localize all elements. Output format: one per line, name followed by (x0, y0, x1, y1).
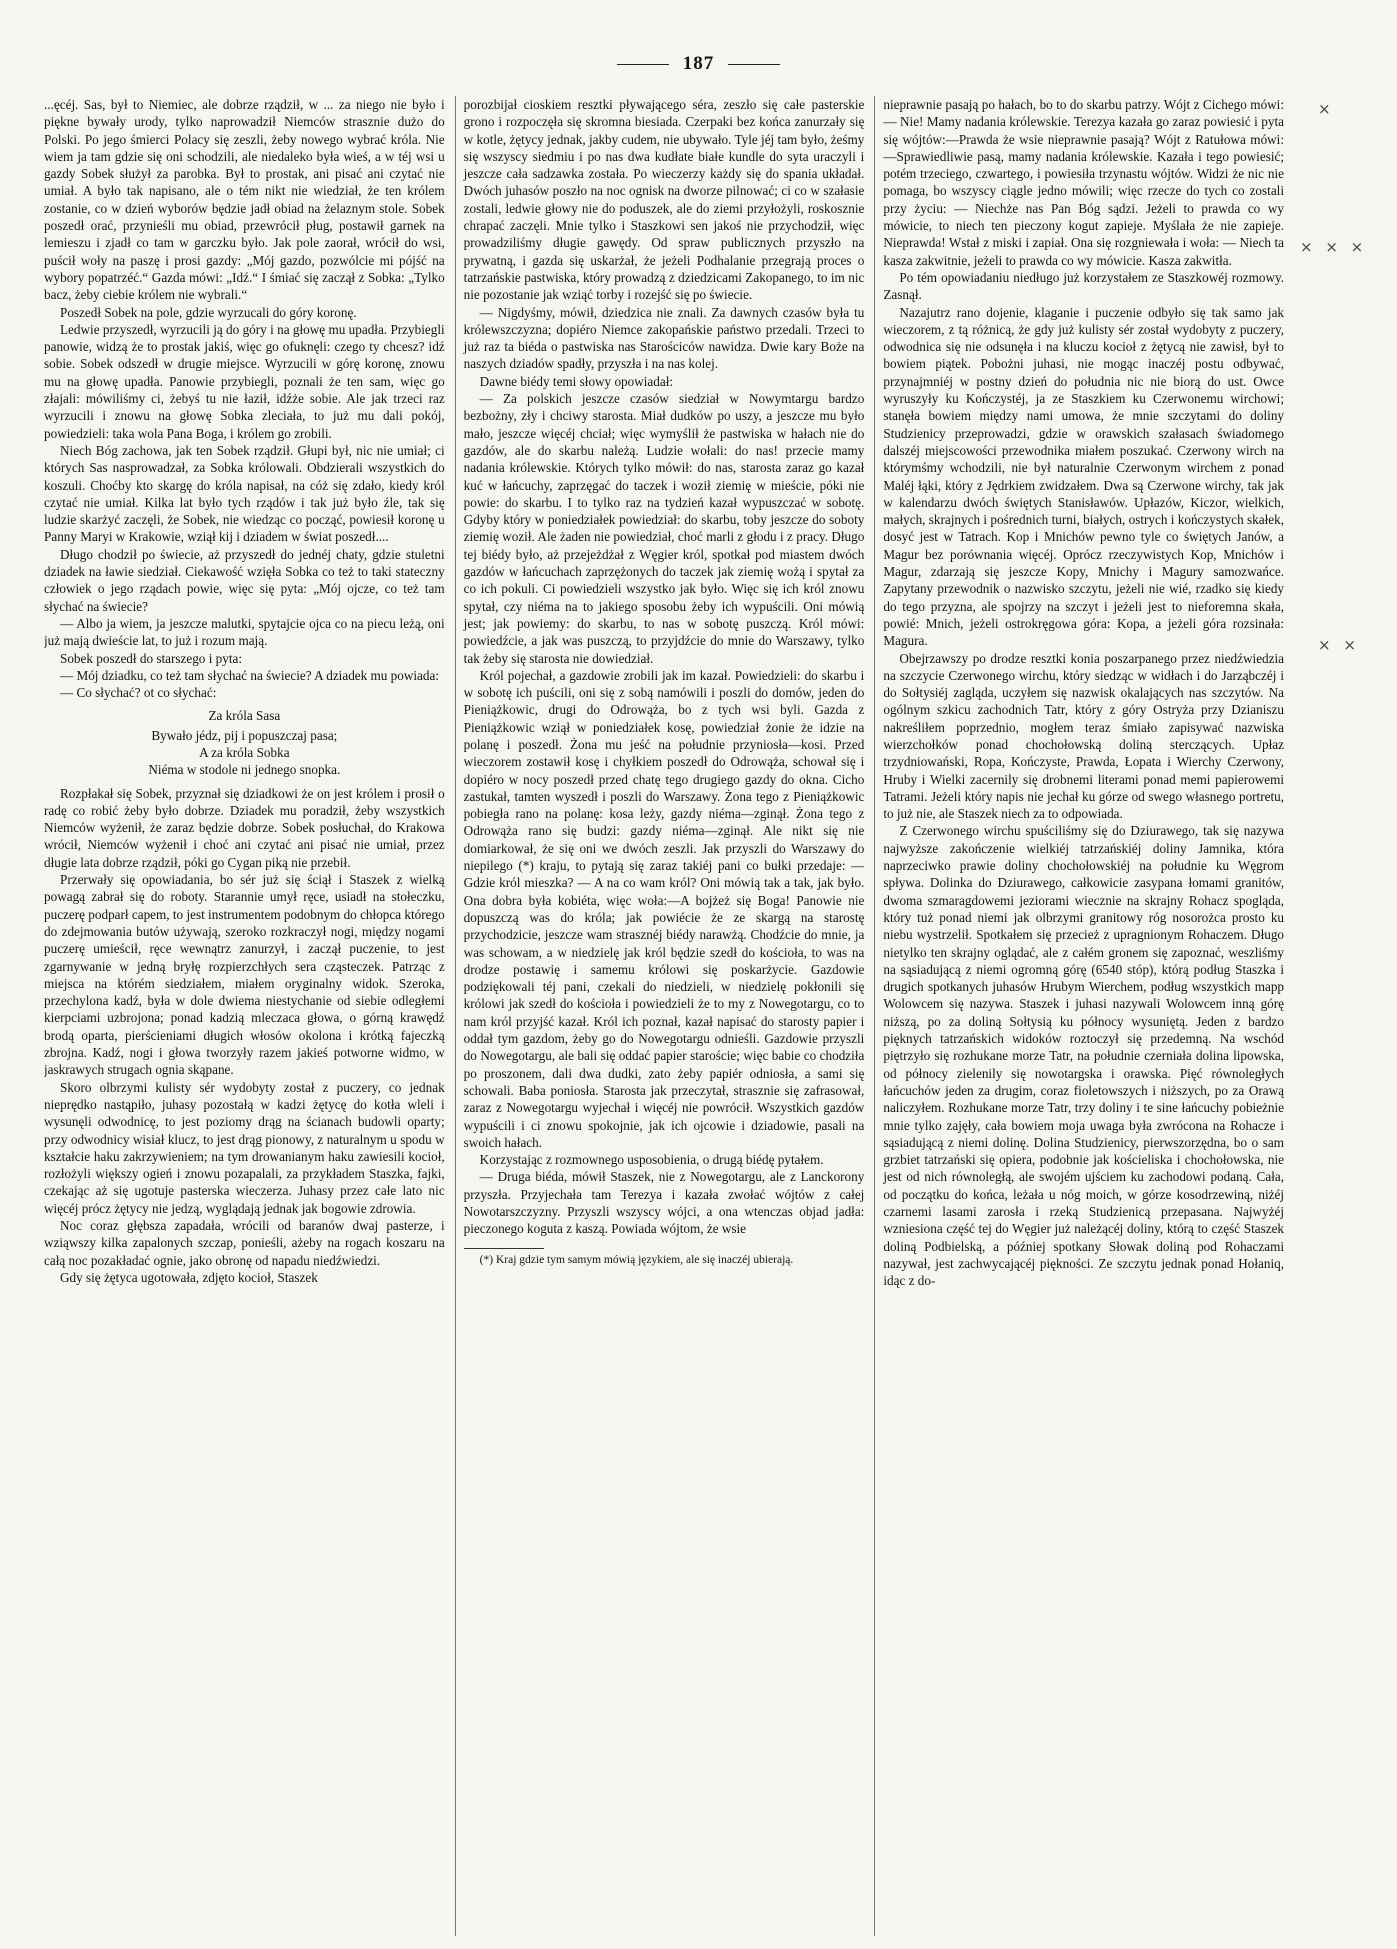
page-number: 187 (682, 53, 715, 74)
verse-line: Bywało jédz, pij i popuszczaj pasa; (151, 727, 338, 743)
paragraph: Ledwie przyszedł, wyrzucili ją do góry i na głowę mu upadła. Przybiegli panowie, widzą że to prostak jakiś, więc go ofuknęli: czego ty chcesz? idź sobie. Sobek odszedł w drugie miejsce. Wyrzucili w górę koronę, znowu mu na głowę upadła. Panowie przybiegli, poznali że ten sam, więc go złajali: mówiliśmy ci, żebyś tu nie łaził, idźże sobie. Ale jak trzeci raz wyrzucili i znowu na głowę Sobka zleciała, to już mu dali pokój, powiedzieli: taka wola Pana Boga, i królem go zrobili. (44, 321, 445, 441)
paragraph: — Co słychać? ot co słychać: (60, 685, 217, 701)
column-right (874, 96, 1284, 1936)
verse-block (44, 707, 445, 778)
paragraph: Nazajutrz rano dojenie, klaganie i puczenie odbyło się tak samo jak wieczorem, z tą różnicą, że gdy już kulisty sér został wydobyty z puczery, odwodnica się nie odsunęła i na kluczu kocioł z żętycą nie zawisł, był to bowiem piątek. Pobożni juhasi, nie mogąc inaczéj postu odbywać, przynajmniéj w postny dzień do południa nic nie biorą do ust. Owce wyruszyły ku Kończystéj, ja ze Staszkiem ku Czerwonemu wirchowi; stanęła bowiem między nami umowa, że mnie szczytami do doliny Studzienicy przeprowadzi, gdzie w orawskich szałasach świadomego dalszéj miejscowości przewodnika miałem poszukać. Czerwony wirch na którymśmy wchodzili, nie był naturalnie Czerwonym wirchem z ponad Maléj łąki, który z Jędrkiem zwidzałem. Dwa są Czerwone wirchy, tak jak w kalendarzu dwóch świętych Stanisławów. Upłazów, Kiczor, wielkich, małych, skrajnych i pośrednich turni, białych, ostrych i kończystych skałek, dosyć jest w Tatrach. Kop i Mnichów pewno tyle co świętych Janów, a Magur bez porównania więcéj. Oprócz rzeczywistych Kop, Mnichów i Magur, zdarzają się jeszcze Kopy, Mnichy i Magury samozwańce. Zapytany przewodnik o nazwisko szczytu, jeżeli nie wié, rzadko się kiedy do tego przyzna, ale spojrzy na szczyt i jeżeli jest to nieforemna skała, powié: Mnich, jeżeli ostrokręgowa góra: Kopa, a jeżeli góra rozsinała: Magura. (883, 304, 1285, 649)
verse-line: A za króla Sobka (199, 744, 290, 760)
paragraph: Długo chodził po świecie, aż przyszedł do jednéj chaty, gdzie stuletni dziadek na ławie siedział. Ciekawość wzięła Sobka co też to taki stateczny człowiek o jego rządach powie, więc się pyta: „Mój ojcze, co też tam słychać na świecie? (44, 546, 445, 614)
paragraph: Z Czerwonego wirchu spuściliśmy się do Dziurawego, tak się nazywa najwyższe zakończenie wielkiéj tatrzańskiéj doliny Jamnika, która naprzeciwko prawie doliny chochołowskiéj na południe ku Węgrom spływa. Dolinka do Dziurawego, całkowicie zasypana łomami granitów, dwoma szmaragdowemi jeziorami wiecznie na skrajny Rohacz spogląda, który tuż ponad niemi jak olbrzymi granitowy róg nosorożca prosto ku niebu wystrzelił. Spotkałem się przecież z upragnionym Rohaczem. Długo nietylko ten skrajny oglądać, ale z całém gronem się zapoznać, weszliśmy na sąsiadującą z niemi ogromną górę (6540 stóp), którą podług Staszka i drugich spotkanych juhasów Hrubym Wierchem, podług wszystkich mapp Wolowcem się nazywa. Staszek i juhasi nazywali Wolowcem inną górę niższą, po za doliną Sołtysią ku północy wysuniętą. Jeden z bardzo pięknych tatrzańskich widoków roztoczył się przedemną. Na wschód piętrzyło się rozhukane morze Tatr, na południe czerniała dolina lipowska, od północy zielenily się nowotargska i orawska. Pięć równoległych łańcuchów jeden za drugim, coraz fioletowszych i niższych, po za Orawą naliczyłem. Rozhukane morze Tatr, trzy doliny i te sine łańcuchy pobieżnie mnie tylko zajęły, cała bowiem moja uwaga była zwrócona na Rohacze i sąsiadującą z niemi dolinę. Dolina Studzienicy, pierwszorzędna, bo o sam grzbiet tatrzański się opiera, podobnie jak kościeliska i chochołowska, nie jest od nich równoległą, ale swojém ujściem ku zachodowi podaną. Cała, od początku do końca, leżała u nóg moich, w górze kosodrzewiną, niżéj czarnemi lasami zarosła i rzeką Studzienicą przepasana. Najwyżéj wzniesiona część tej do Węgier już należącéj doliny, którą to część Staszek doliną Podbielską, a później spotkany Słowak doliną pod Rohaczami nazywał, jest zachwycającéj piękności. Ze szczytu jednak ponad Hołaniq, idąc z do- (883, 823, 1285, 1289)
paragraph: Rozpłakał się Sobek, przyznał się dziadkowi że on jest królem i prosił o radę co robić żeby było dobrze. Dziadek mu poradził, żeby wszystkich Niemców wyżenił, że zaraz będzie dobrze. Sobek posłuchał, do Krakowa wrócił, Niemców wyżenił i choć ani czytać ani pisać nie umiał, przez długie lata dobrze rządził, póki go Cygan piką nie przebił. (44, 785, 445, 870)
paragraph: Obejrzawszy po drodze resztki konia poszarpanego przez niedźwiedzia na szczycie Czerwonego wirchu, który siedząc w widłach i do Jarząbczéj i do Sołtysiéj zagląda, uczyłem się nazwisk okalających nas szczytów. Na ogólnym szkicu zachodnich Tatr, który z góry Ostryża przy Dzianiszu nakreśliłem poprzednio, mogłem teraz śmiało zapisywać nazwiska wierzchołków ponad chochołowską doliną sterczących. Upłaz trzydniowański, Ropa, Kończyste, Prawda, Łopata i Wierchy Czerwony, Hruby i Wielki zacernily się drobnemi literami ponad memi papierowemi Tatrami. Jeżeli który napis nie jechał ku górze od swego własnego portretu, to już nie, ale Staszek niech za to odpowiada. (883, 650, 1285, 822)
paragraph: — Druga biéda, mówił Staszek, nie z Nowegotargu, ale z Lanckorony przyszła. Przyjechała tam Terezya i kazała zwołać wójtów z całej Nowotarszczyzny. Przyszli wszyscy wójci, a ona wtenczas objad jadła: pieczonego koguta z kaszą. Powiada wójtom, że wsie (463, 1169, 865, 1237)
margin-mark: × × × (1300, 238, 1368, 256)
verse-line: Niéma w stodole ni jednego snopka. (148, 762, 341, 778)
column-left (44, 96, 445, 1936)
text-columns (44, 96, 1284, 1936)
paragraph: Dawne biédy temi słowy opowiadał: (479, 373, 674, 389)
paragraph: ...ęcéj. Sas, był to Niemiec, ale dobrze rządził, w ... za niego nie było i piękne bywały urody, tylko naprowadził Niemców strasznie dużo do Polski. Po jego śmierci Polacy się zeszli, żeby nowego wybrać króla. Nie wiem ja tam gdzie się oni schodzili, ale niedaleko była wieś, a w téj wsi u gazdy Sobek służył za parobka. Był to prostak, ani pisać ani czytać nie umiał. A było tak napisano, ale o tém nikt nie wiedział, że ten królem zostanie, co w dzień wyborów będzie jadł obiad na żelaznym stole. Sobek poszedł orać, przynieśli mu obiad, przewrócił pług, postawił garnek na lemieszu i zjadł co tam w garczku było. Jak pole zaorał, wrócił do wsi, puścił woły na paszę i prosi gazdy: „Mój gazdo, pozwólcie mi pójść na wybory popatrzéć.“ Gazda mówi: „Idź.“ I śmiać się zaczął z Sobka: „Tylko bacz, żeby ciebie królem nie wybrali.“ (44, 97, 445, 303)
paragraph: Noc coraz głębsza zapadała, wrócili od baranów dwaj pasterze, i wziąwszy kilka zapalonych szczap, ponieśli, ażeby na rogach koszaru na całą noc pozakładać ognie, jako obronę od napadu niedźwiedzi. (44, 1218, 445, 1268)
paragraph: Gdy się żętyca ugotowała, zdjęto kocioł, Staszek (60, 1269, 318, 1285)
paragraph: — Za polskich jeszcze czasów siedział w Nowymtargu bardzo bezbożny, zły i chciwy starosta. Miał dudków po uszy, a jeszcze mu było mało, jeszcze więcéj chciał; więc wymyślił że pastwiska w hałach nie do gazdów, ale do skarbu należą. Ludzie wołali: do nas! przecie mamy nadania królewskie. Których tylko mówił: do nas, starosta zaraz go kazał kuć w łańcuchy, zaprzęgać do taczek i woził ziemię w mieście, póki nie powie: do skarbu. I to tylko raz na tydzień kazał wypuszczać w sobotę. Gdyby który w poniedziałek powiedział: do skarbu, toby jeszcze do soboty ziemię woził. Ale żaden nie powiedział, choć marli z głodu i z pracy. Długo tej biédy było, aż przejeżdżał z Węgier król, spotkał pod miastem dwóch gazdów w łańcuchach zaprzężonych do taczek jak ziemię wożą i spytał za co ich pokuli. Ci powiedzieli wszystko jak było. Więc się ich król znowu spytał, czy niéma na to jakiego sposobu żeby ich wypuścili. Oni mówią jest; jak powiemy: do skarbu, to nas w sobotę puszczą. Król mówi: powiedźcie, a jak was puszczą, to przyjdźcie do mnie do Warszawy, tylko tak żeby się starosta nie dowiedział. (463, 391, 865, 666)
paragraph: Po tém opowiadaniu niedługo już korzystałem ze Staszkowéj rozmowy. Zasnął. (883, 269, 1285, 303)
paragraph: Korzystając z rozmownego usposobienia, o drugą biédę pytałem. (479, 1152, 824, 1168)
paragraph: porozbijał cioskiem resztki pływającego séra, zeszło się całe pasterskie grono i rozpoczęła się skromna biesiada. Czerpaki bez końca zanurzały się w kotle, żętycy jednak, jakby cudem, nie ubywało. Tyle jéj tam było, żeśmy się wszyscy siedmiu i po nas dwa kudłate białe kundle do syta uraczyli i jeszcze cała sadzawka została. Po wieczerzy każdy się do spania układał. Dwóch juhasów poszło na noc ognisk na dworze pilnować; ci co w szałasie zostali, ledwie głowy nie do poduszek, ale do ziemi przyłożyli, roskosznie chrapać zaczęli. Mnie tylko i Staszkowi sen jakoś nie przychodził, więc prowadziliśmy długie gawędy. Od spraw publicznych przyszło na prywatną, i gazda się uskarżał, że jeżeli Podhalanie przegrają proces o tatrzańskie pastwiska, który prowadzą z dziedzicami Zakopanego, to im nic nie pozostanie jak wziąć torby i rozejść się po świecie. (463, 97, 865, 303)
footnote: (*) Kraj gdzie tym samym mówią językiem, ale się inaczéj ubierają. (479, 1253, 794, 1266)
paragraph: — Mój dziadku, co też tam słychać na świecie? A dziadek mu powiada: (60, 667, 440, 683)
paragraph: Niech Bóg zachowa, jak ten Sobek rządził. Głupi był, nic nie umiał; ci których Sas nasprowadzał, za Sobka królowali. Obdzierali wszystkich do koszuli. Choćby kto skargę do króla napisał, na cóż się zdało, kiedy król czytać nie umiał. Kilka lat było tych rządów i tak już było źle, tak się ludzie skarżyć zaczęli, że Sobek, nie wiedząc co począć, powiesił koronę u Panny Maryi w Krakowie, wziął kij i dziadem w świat poszedł.... (44, 442, 445, 545)
column-middle (455, 96, 865, 1936)
paragraph: Król pojechał, a gazdowie zrobili jak im kazał. Powiedzieli: do skarbu i w sobotę ich puścili, oni się z sobą namówili i poszli do domów, jeden do Pieniążkowic, drugi do Odrowąża, bo z tych wsi byli. Gazda z Pieniążkowic wziął w poniedziałek kosę, powiedział żonie że idzie na polanę i poszedł. Żona mu jeść na południe przyniosła—kosi. Przed wieczorem zostawił kosę i chyłkiem poszedł do Odrowąża, schował się i dopiéro w nocy poszedł przed chatę tego drugiego gazdy do okna. Cicho zastukał, tamten wyszedł i poszli do Warszawy. Żona tego z Pieniążkowic pobiegła rano na polanę: kosa leży, gazdy niéma—zginął. Żona tego z Odrowąża rano się budzi: gazdy niéma—zginął. Ale nikt się nie domiarkował, że się oni we dwóch zeszli. Jak przyszli do Warszawy do niepilego (*) kraju, to pytają się zaraz takiéj pani co bułki przedaje: — Gdzie król mieszka? — A na co wam król? Oni mówią tak a tak, jak było. Ona dobra była kobiéta, więc woła:—A bojżeż się Boga! Panowie nie dopuszczą was do króla; jak powiécie że ze skargą na starostę przychodzicie, jeszcze wam strasznéj biédy narawżą. Chodźcie do mnie, ja was schowam, a w niedzielę jak król będzie szedł do kościoła, to was na drodze postawię i samemu królowi się poskarżycie. Gazdowie podziękowali téj pani, czekali do niedzieli, w niedzielę pokłonili się królowi jak szedł do kościoła i powiedzieli że to my z Nowegotargu, co to nam król przyjść kazał. Król ich poznał, kazał napisać do starosty papier i oddał tym gazdom, żeby go do Nowegotargu odnieśli. Gazdowie przyszli do Nowegotargu, ale bali się oddać papier staroście; więc babie co chodziła po proszonem, dali dwa dudki, zato żeby papiér odniosła, a sami się schowali. Baba poniosła. Starosta jak przeczytał, strasznie się zafrasował, zaraz z Nowegotargu wyjechał i więcéj nie powrócił. Wszystkich gazdów wypuścili i ci znowu spokojnie, jak ich ojcowie i dziadowie, pasali na swoich hałach. (463, 667, 865, 1150)
header-rule-right (728, 64, 780, 65)
paragraph: Poszedł Sobek na pole, gdzie wyrzucali do góry koronę. (60, 304, 357, 320)
paragraph: nieprawnie pasają po hałach, bo to do skarbu patrzy. Wójt z Cichego mówi: — Nie! Mamy nadania królewskie. Terezya kazała go zaraz powiesić i pyta się wójtów:—Prawda że wsie nieprawnie pasają? Wójt z Ratułowa mówi:—Sprawiedliwie pasą, mamy nadania królewskie. Kazała i tego powiesić; potém trzeciego, czwartego, i powiesiła trzynastu wójtów. Widzi że nic nie pomaga, bo wszyscy ciągle jedno mówili; więc rzecze do tych co zostali przy życiu: — Niechże nas Pan Bóg sądzi. Jeżeli to prawda co wy mówicie, to niech ten pieczony kogut zapieje. Myślała że nie zapieje. Nieprawda! Wstał z miski i zapiał. Ona się rozgniewała i woła: — Niech ta kasza zakwitnie, jeżeli to prawda co wy mówicie. Kasza zakwitła. (883, 97, 1285, 268)
paragraph: — Albo ja wiem, ja jeszcze malutki, spytajcie ojca co na piecu leżą, oni już mają dwieście lat, to już i rozum mają. (44, 615, 445, 649)
paragraph: Skoro olbrzymi kulisty sér wydobyty został z puczery, co jednak nieprędko nastąpiło, juhasy pozostałą w kadzi żętycę do kotła wleli i wysunęli odwodnicę, to jest poziomy drąg na ścianach budowli oparty; przy odwodnicy wisiał klucz, to jest drąg pionowy, z naturalnym u spodu w kształcie haku zakrzywieniem; na tym drowanianym haku zawiesili kocioł, rozłożyli większy ogień i znowu pozapalali, za przykładem Staszka, fajki, czekając aż się ugotuje pasterska wieczerza. Juhasy przez całe lato nic więcéj prócz żętycy nie jedzą, wyglądają jednak jak bogowie zdrowia. (44, 1079, 445, 1216)
page-header (0, 44, 1397, 84)
margin-mark: × × (1318, 636, 1360, 654)
margin-mark: × (1318, 100, 1335, 118)
paragraph: — Nigdyśmy, mówił, dziedzica nie znali. Za dawnych czasów była tu królewszczyzna; dopiéro Niemce zakopańskie państwo przedali. Trzeci to już raz ta biéda o pastwiska nas Starościców nawidza. Dwie kary Boże na naszych dziadów spadły, przyszła i na nas kolej. (463, 304, 865, 372)
paragraph: Sobek poszedł do starszego i pyta: (60, 650, 243, 666)
header-rule-left (617, 64, 669, 65)
footnote-divider (464, 1248, 544, 1249)
paragraph: Przerwały się opowiadania, bo sér już się ściął i Staszek z wielką powagą zabrał się do roboty. Starannie umył ręce, usiadł na stołeczku, puczerę podparł capem, to jest instrumentem podobnym do chłopca którego do zdejmowania butów używają, szeroko rozkraczył nogi, między nogami puczerę umieścił, ręce wewnątrz zanurzył, i zaczął puczenie, to jest zgarnywanie w jedną bryłę rozpierzchłych sera cząsteczek. Patrząc z miejsca na którém siedziałem, miałem oryginalny widok. Szeroka, przechylona kadź, była w dole dwiema niestychanie od siebie odległemi kierpciami uzbrojona; ponad kadzią mleczaca głowa, o górną krawędź brodą oparta, pierścieniami długich włosów okolona i krótką fajeczką zbrojna. Kadź, nogi i głowa tworzyły razem jakieś potworne widmo, w jaskrawych strugach ognia skąpane. (44, 872, 445, 1078)
verse-title: Za króla Sasa (208, 708, 281, 724)
